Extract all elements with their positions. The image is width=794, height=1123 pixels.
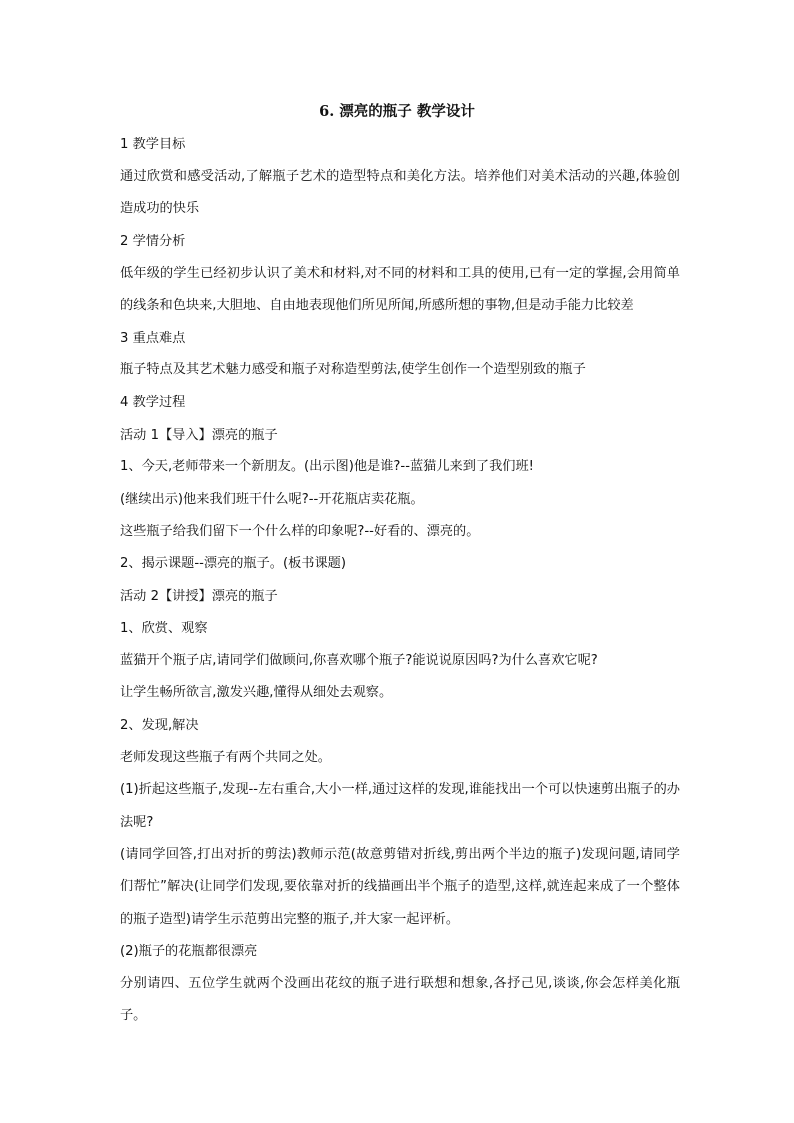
activity-1-line-4: 2、揭示课题--漂亮的瓶子。(板书课题) — [120, 556, 347, 572]
paragraph-key-points: 瓶子特点及其艺术魅力感受和瓶子对称造型剪法,使学生创作一个造型别致的瓶子 — [120, 362, 586, 378]
activity-1-line-1: 1、今天,老师带来一个新朋友。(出示图)他是谁?--蓝猫儿来到了我们班! — [120, 459, 534, 475]
paragraph-student-analysis: 低年级的学生已经初步认识了美术和材料,对不同的材料和工具的使用,已有一定的掌握,会用简单的线条和色块来,大胆地、自由地表现他们所见所闻,所感所想的事物,但是动手能力比较差 — [120, 265, 680, 313]
section-heading-key-points: 3 重点难点 — [120, 330, 186, 346]
section-heading-objectives: 1 教学目标 — [120, 137, 186, 152]
activity-2-heading: 活动 2【讲授】漂亮的瓶子 — [120, 589, 278, 605]
activity-2-line-2: 蓝猫开个瓶子店,请同学们做顾问,你喜欢哪个瓶子?能说说原因吗?为什么喜欢它呢? — [120, 653, 598, 669]
document-body — [120, 134, 680, 1038]
section-heading-student-analysis: 2 学情分析 — [120, 233, 186, 249]
activity-2-line-3: 让学生畅所欲言,激发兴趣,懂得从细处去观察。 — [120, 685, 393, 701]
activity-2-line-8: (2)瓶子的花瓶都很漂亮 — [120, 943, 258, 959]
activity-2-line-6: (1)折起这些瓶子,发现--左右重合,大小一样,通过这样的发现,谁能找出一个可以快速剪出瓶子的办法呢? — [120, 782, 680, 830]
activity-2-line-9: 分别请四、五位学生就两个没画出花纹的瓶子进行联想和想象,各抒己见,谈谈,你会怎样美化瓶子。 — [120, 976, 680, 1024]
activity-1-line-2: (继续出示)他来我们班干什么呢?--开花瓶店卖花瓶。 — [120, 491, 424, 507]
activity-2-line-1: 1、欣赏、观察 — [120, 620, 208, 636]
activity-2-line-5: 老师发现这些瓶子有两个共同之处。 — [120, 750, 331, 766]
activity-1-heading: 活动 1【导入】漂亮的瓶子 — [120, 427, 278, 443]
activity-1-line-3: 这些瓶子给我们留下一个什么样的印象呢?--好看的、漂亮的。 — [120, 523, 480, 539]
section-heading-process: 4 教学过程 — [120, 395, 186, 411]
activity-2-line-4: 2、发现,解决 — [120, 717, 199, 733]
paragraph-objectives: 通过欣赏和感受活动,了解瓶子艺术的造型特点和美化方法。培养他们对美术活动的兴趣,体验创造成功的快乐 — [120, 168, 680, 216]
activity-2-line-7: (请同学回答,打出对折的剪法)教师示范(故意剪错对折线,剪出两个半边的瓶子)发现问题,请同学们帮忙”解决(让同学们发现,要依靠对折的线描画出半个瓶子的造型,这样,就连起来成了一个整体的瓶子造型)请学生示范剪出完整的瓶子,并大家一起评析。 — [120, 846, 680, 927]
document-title: 6. 漂亮的瓶子 教学设计 — [319, 103, 475, 120]
